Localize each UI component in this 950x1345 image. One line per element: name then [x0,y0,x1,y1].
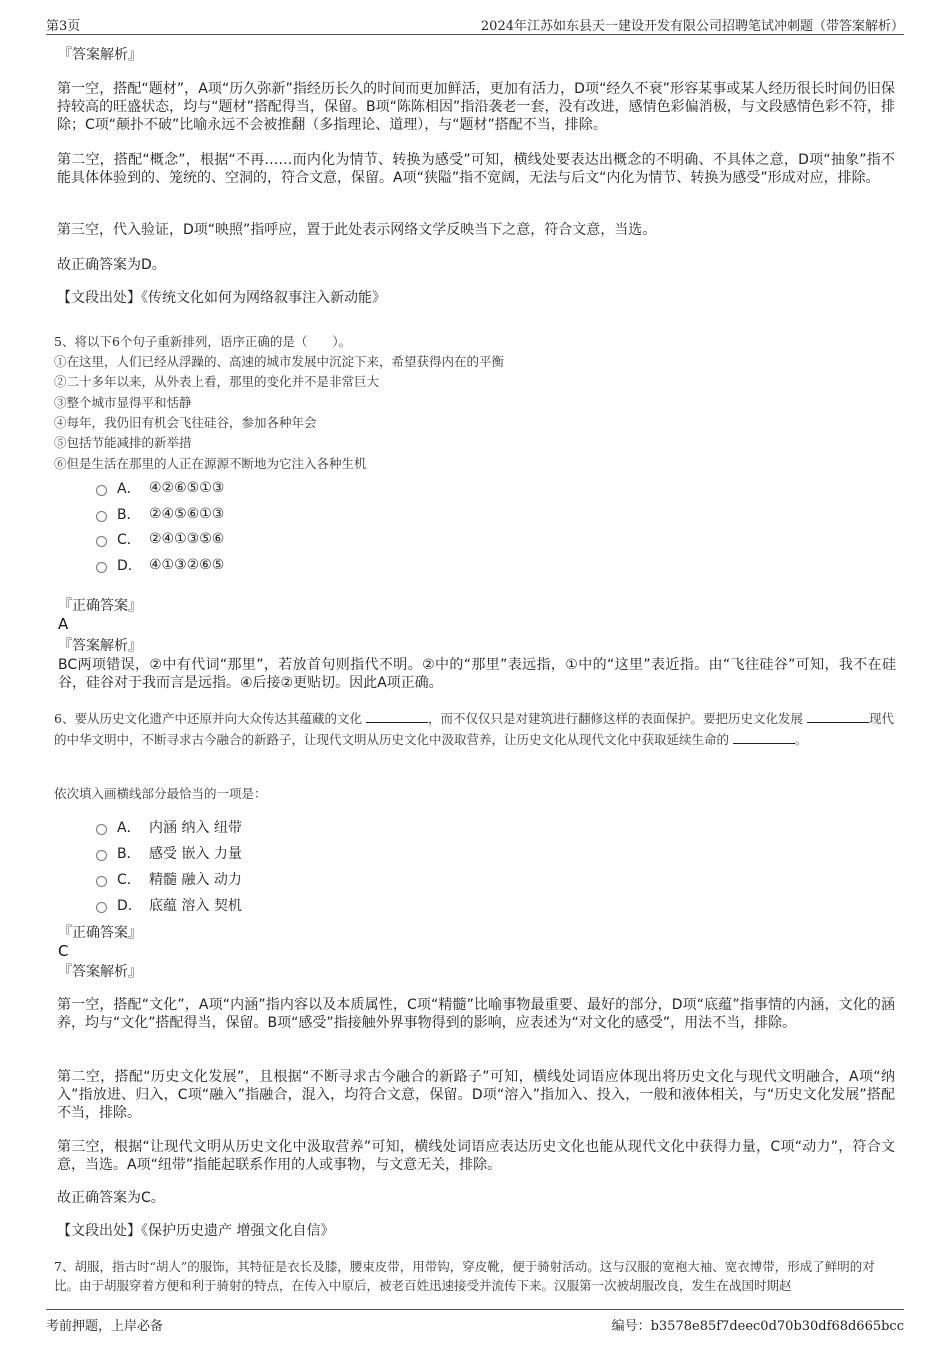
radio-icon[interactable] [96,876,107,887]
q6-prompt: 依次填入画横线部分最恰当的一项是： [54,786,267,801]
q5-sentence: ①在这里，人们已经从浮躁的、高速的城市发展中沉淀下来，希望获得内在的平衡 [54,354,505,369]
page-footer [46,1309,904,1334]
radio-icon[interactable] [96,902,107,913]
q5-stem: 5、将以下6个句子重新排列，语序正确的是（ ）。 [54,334,352,349]
q6-source: 【文段出处】《保护历史遗产 增强文化自信》 [57,1223,335,1239]
q5-correct-answer: A [58,615,69,633]
q6-stem-part: 6、要从历史文化遗产中还原并向大众传达其蕴藏的文化 [54,711,362,726]
option-text: ②④①③⑤⑥ [149,531,225,547]
q5-option-c[interactable] [96,529,224,549]
q7-stem: 7、胡服，指古时“胡人”的服饰，其特征是衣长及膝，腰束皮带，用带钩，穿皮靴，便于骑射活动。这与汉服的宽袍大袖、宽衣博带，形成了鲜明的对比。由于胡服穿着方便和利于骑射的特点，在传入中原后，被老百姓迅速接受并流传下来。汉服第一次被胡服改良，发生在战国时期赵 [54,1259,875,1293]
q6-correct-answer: C [58,942,69,960]
q4-conclusion: 故正确答案为D。 [57,257,166,273]
q6-stem-part: 现代的中华文明中，不断寻求古今融合的新路子，让现代文明从历史文化中汲取营养，让历史文化从现代文化中获取延续生命的 [54,711,894,747]
q6-option-c[interactable] [96,869,242,889]
page-number: 第3页 [46,19,81,34]
radio-icon[interactable] [96,536,107,547]
option-text: 内涵 纳入 纽带 [149,820,242,836]
document-code [612,1315,904,1334]
q6-conclusion: 故正确答案为C。 [57,1190,165,1206]
radio-icon[interactable] [96,511,107,522]
code-value: b3578e85f7deec0d70b30df68d665bcc [650,1319,904,1334]
q6-option-d[interactable] [96,895,242,915]
document-title: 2024年江苏如东县天一建设开发有限公司招聘笔试冲刺题（带答案解析） [480,19,904,34]
option-text: ④②⑥⑤①③ [149,480,225,496]
fill-blank [366,710,428,723]
option-letter: A． [117,481,141,497]
q5-sentence: ⑥但是生活在那里的人正在源源不断地为它注入各种生机 [54,456,367,471]
q6-option-b[interactable] [96,843,242,863]
option-text: ④①③②⑥⑤ [149,557,225,573]
q4-analysis-para-2: 第二空，搭配“概念”，根据“不再……而内化为情节、转换为感受”可知，横线处要表达出概念的不明确、不具体之意，D项“抽象”指不能具体体验到的、笼统的、空洞的，符合文意，保留。A项“狭隘”指不宽阔，无法与后文“内化为情节、转换为感受”形成对应，排除。 [57,152,895,186]
page-header [46,12,904,35]
option-letter: B． [117,846,141,862]
fill-blank [733,731,795,744]
q6-stem [54,708,899,750]
footer-slogan: 考前押题，上岸必备 [46,1319,164,1334]
q6-analysis-para-3: 第三空，根据“让现代文明从历史文化中汲取营养”可知，横线处词语应表达历史文化也能从现代文化中获得力量，C项“动力”，符合文意，当选。A项“纽带”指能起联系作用的人或事物，与文意无关，排除。 [57,1139,895,1173]
q4-analysis-para-1: 第一空，搭配“题材”，A项“历久弥新”指经历长久的时间而更加鲜活，更加有活力，D项“经久不衰”形容某事或某人经历很长时间仍旧保持较高的旺盛状态，均与“题材”搭配得当，保留。B项“陈陈相因”指沿袭老一套，没有改进，感情色彩偏消极，与文段感情色彩不符，排除；C项“颠扑不破”比喻永远不会被推翻（多指理论、道理），与“题材”搭配不当，排除。 [57,81,895,133]
q5-sentence: ②二十多年以来，从外表上看，那里的变化并不是非常巨大 [54,374,380,389]
code-label: 编号： [611,1319,651,1334]
option-letter: B． [117,507,141,523]
option-letter: D． [117,558,142,574]
q5-sentence: ⑤包括节能减排的新举措 [54,435,192,450]
radio-icon[interactable] [96,824,107,835]
option-text: 感受 嵌入 力量 [149,846,242,862]
q4-analysis-para-3: 第三空，代入验证，D项“映照”指呼应，置于此处表示网络文学反映当下之意，符合文意，当选。 [57,222,657,238]
q6-correct-label: 『正确答案』 [58,925,142,941]
radio-icon[interactable] [96,850,107,861]
option-letter: C． [117,532,141,548]
q5-option-a[interactable] [96,478,224,498]
option-text: ②④⑤⑥①③ [149,506,225,522]
q6-option-a[interactable] [96,817,242,837]
option-letter: A． [117,820,141,836]
radio-icon[interactable] [96,485,107,496]
q6-analysis-para-2: 第二空，搭配“历史文化发展”，且根据“不断寻求古今融合的新路子”可知，横线处词语应体现出将历史文化与现代文明融合，A项“纳入”指放进、归入，C项“融入”指融合，混入，均符合文意，保留。D项“溶入”指加入、投入，一般和液体相关，与“历史文化发展”搭配不当，排除。 [57,1069,895,1121]
q5-sentence: ③整个城市显得平和恬静 [54,395,192,410]
q6-analysis-para-1: 第一空，搭配“文化”，A项“内涵”指内容以及本质属性，C项“精髓”比喻事物最重要、最好的部分，D项“底蕴”指事情的内涵，文化的涵养，均与“文化”搭配得当，保留。B项“感受”指接触外界事物得到的影响，应表述为“对文化的感受”，用法不当，排除。 [57,997,895,1031]
q5-analysis-label: 『答案解析』 [58,638,142,654]
option-letter: C． [117,872,141,888]
q6-stem-part: ，而不仅仅只是对建筑进行翻修这样的表面保护。要把历史文化发展 [427,711,803,726]
q4-source: 【文段出处】《传统文化如何为网络叙事注入新动能》 [57,290,386,306]
q5-analysis: BC两项错误，②中有代词“那里”，若放首句则指代不明。②中的“那里”表远指，①中的“这里”表近指。由“飞往硅谷”可知，我不在硅谷，硅谷对于我而言是远指。④后接②更贴切。因此A项正确。 [58,657,896,691]
option-letter: D． [117,898,142,914]
option-text: 底蕴 溶入 契机 [149,898,242,914]
q5-sentence: ④每年，我仍旧有机会飞往硅谷，参加各种年会 [54,415,317,430]
q6-stem-part: 。 [795,732,808,747]
option-text: 精髓 融入 动力 [149,872,242,888]
q5-option-b[interactable] [96,504,224,524]
fill-blank [807,710,869,723]
q4-analysis-label: 『答案解析』 [58,47,142,63]
radio-icon[interactable] [96,562,107,573]
q6-analysis-label: 『答案解析』 [58,964,142,980]
q5-correct-label: 『正确答案』 [58,598,142,614]
q5-option-d[interactable] [96,555,224,575]
